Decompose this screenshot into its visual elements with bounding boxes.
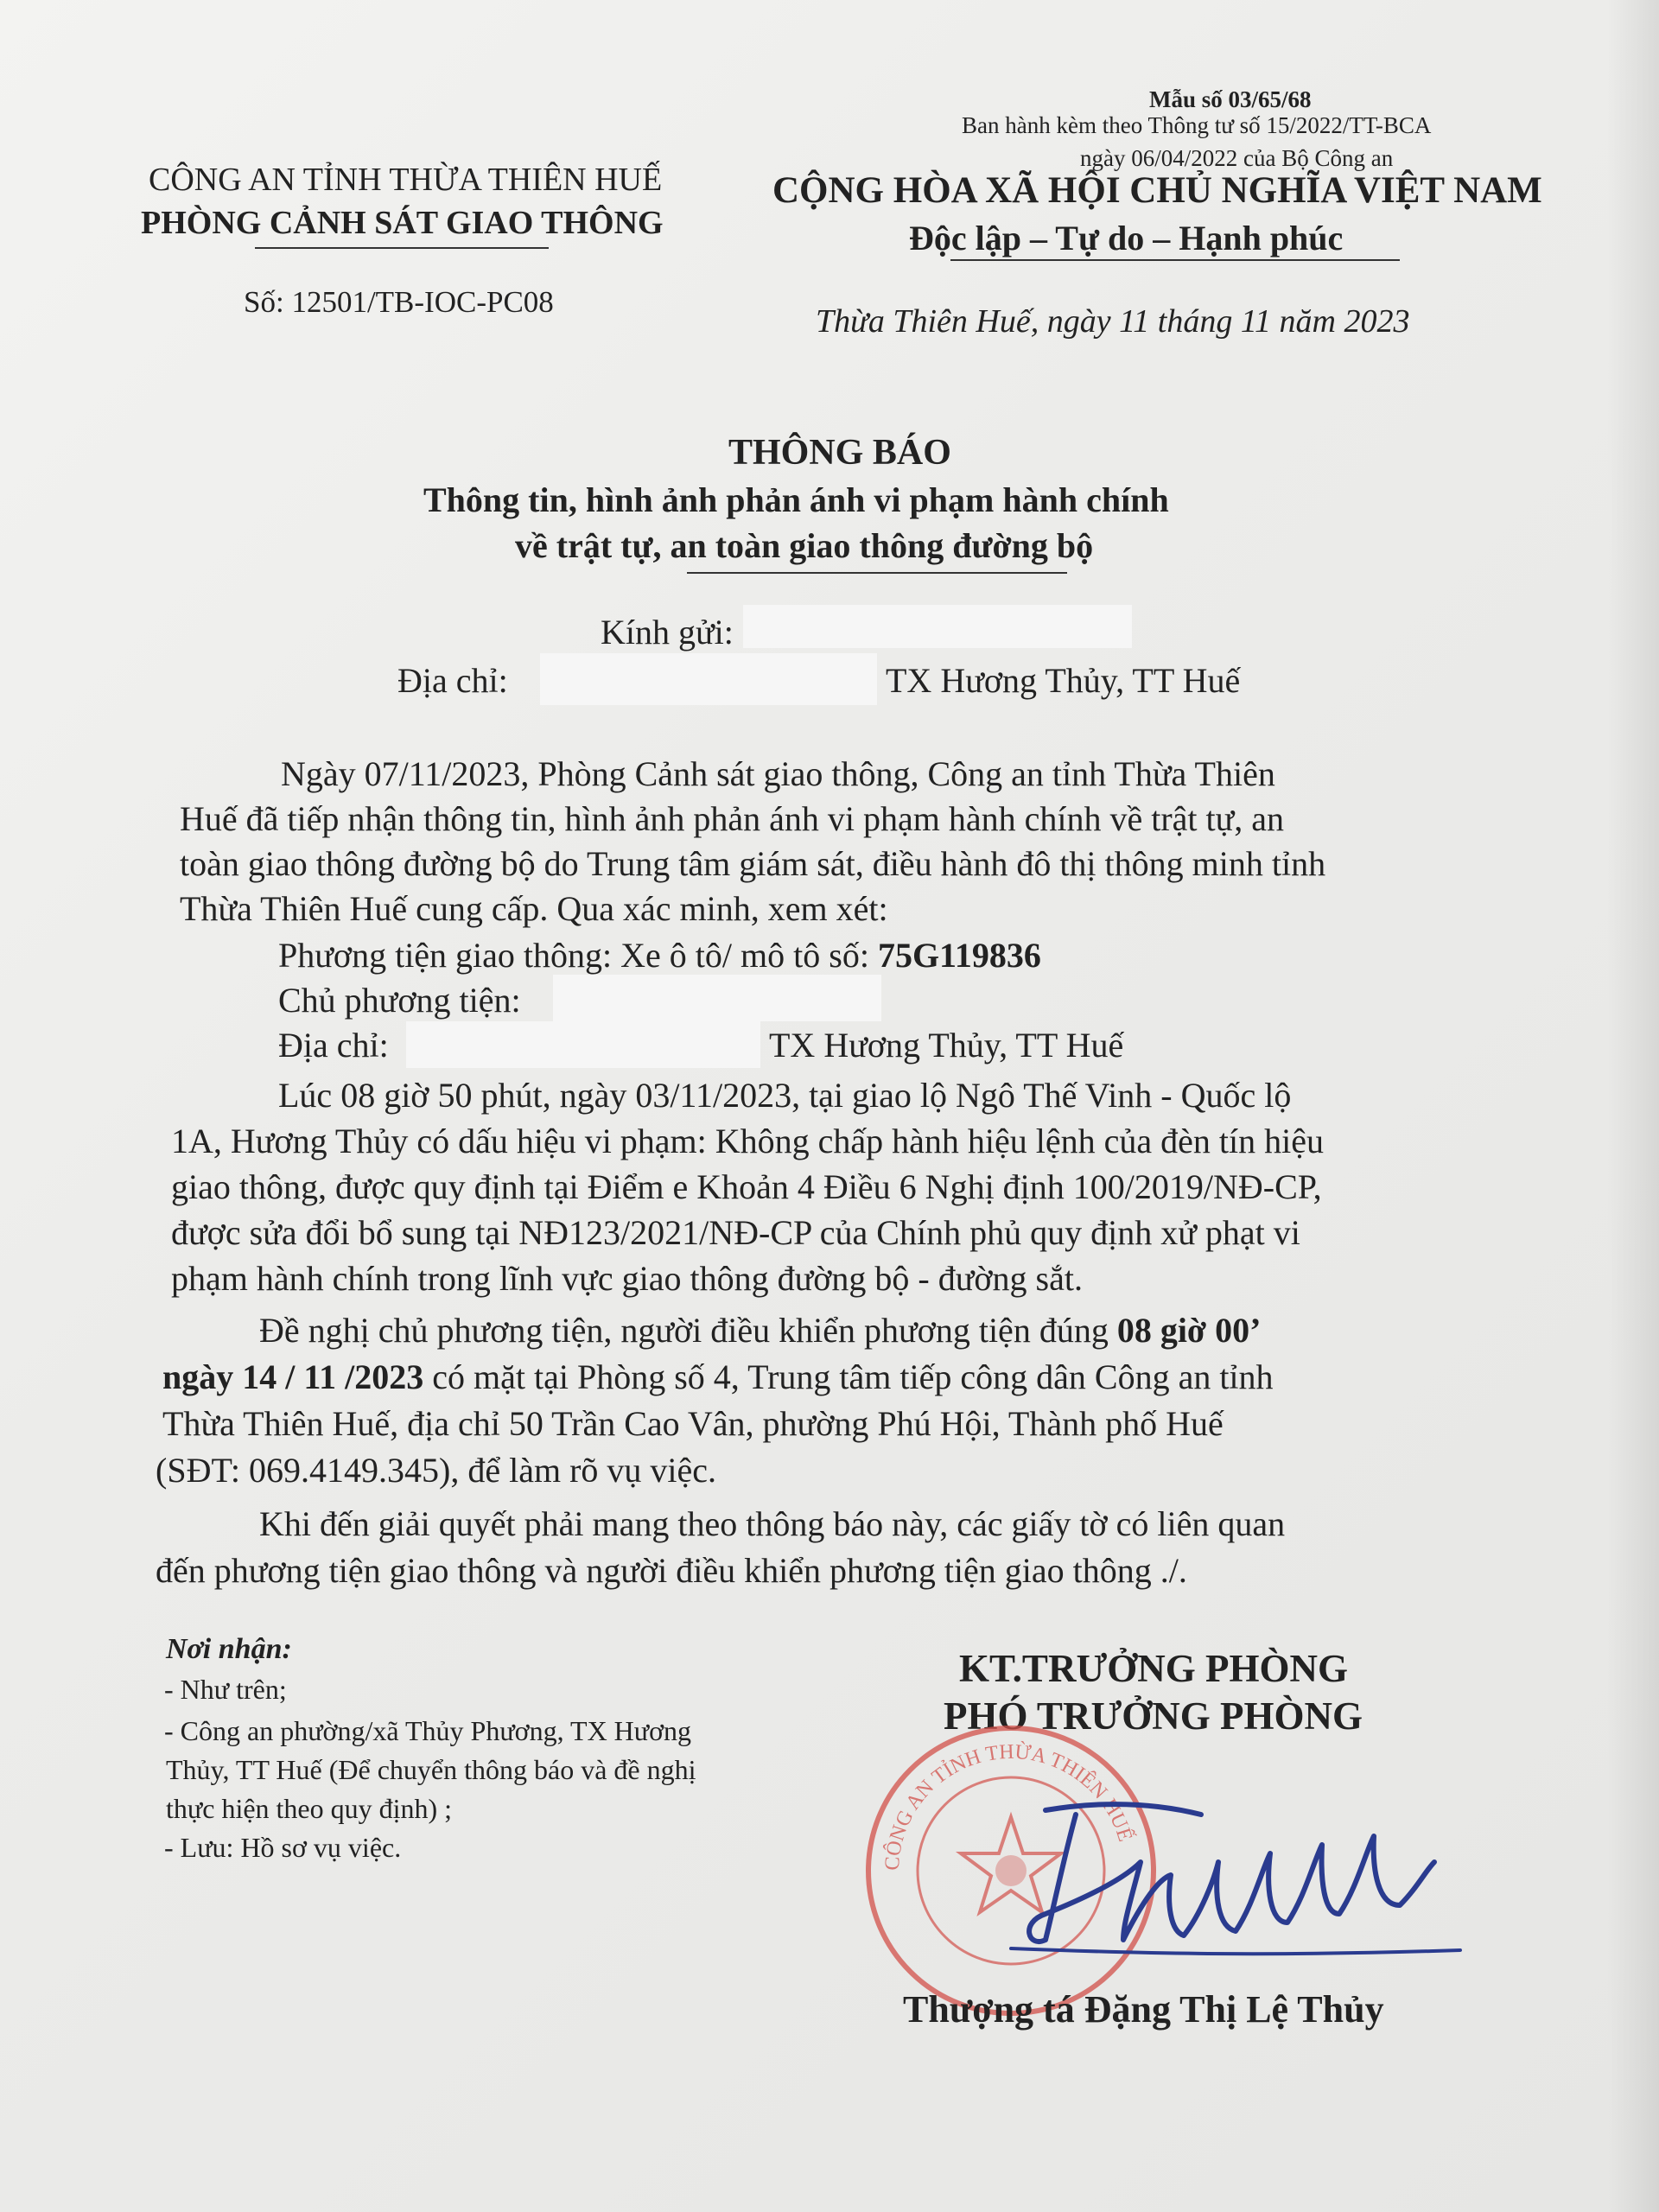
nation-name: CỘNG HÒA XÃ HỘI CHỦ NGHĨA VIỆT NAM <box>772 170 1542 211</box>
para1-line4: Thừa Thiên Huế cung cấp. Qua xác minh, xem xét: <box>180 889 888 928</box>
para3-line1-text: Đề nghị chủ phương tiện, người điều khiển phương tiện đúng <box>259 1311 1117 1350</box>
redaction-box <box>406 1021 760 1068</box>
appointment-time: 08 giờ 00’ <box>1116 1311 1262 1350</box>
place-date: Thừa Thiên Huế, ngày 11 tháng 11 năm 2023 <box>816 303 1410 340</box>
vehicle-label: Phương tiện giao thông: Xe ô tô/ mô tô số: <box>278 936 878 975</box>
owner-label: Chủ phương tiện: <box>278 981 521 1020</box>
department-underline <box>255 247 549 249</box>
page-edge-shadow <box>1607 0 1659 2212</box>
para3-line3: Thừa Thiên Huế, địa chỉ 50 Trần Cao Vân, phường Phú Hội, Thành phố Huế <box>162 1404 1224 1443</box>
para2-line2: 1A, Hương Thủy có dấu hiệu vi phạm: Không chấp hành hiệu lệnh của đèn tín hiệu <box>171 1122 1325 1160</box>
para2-line1: Lúc 08 giờ 50 phút, ngày 03/11/2023, tại giao lộ Ngô Thế Vinh - Quốc lộ <box>278 1076 1292 1115</box>
addressee-label: Kính gửi: <box>601 613 734 652</box>
addressee-address-tail: TX Hương Thủy, TT Huế <box>886 661 1241 700</box>
document-subtitle-2: về trật tự, an toàn giao thông đường bộ <box>515 526 1094 565</box>
vehicle-plate: 75G119836 <box>877 936 1041 975</box>
owner-address-label: Địa chỉ: <box>278 1026 389 1065</box>
owner-address-tail: TX Hương Thủy, TT Huế <box>769 1026 1124 1065</box>
svg-text:CÔNG AN TỈNH THỪA THIÊN HUẾ: CÔNG AN TỈNH THỪA THIÊN HUẾ <box>880 1740 1137 1872</box>
appointment-date: ngày 14 / 11 /2023 <box>162 1357 424 1396</box>
para3-line4: (SĐT: 069.4149.345), để làm rõ vụ việc. <box>156 1451 717 1490</box>
redaction-box <box>540 653 877 705</box>
signature-title-1: KT.TRƯỞNG PHÒNG <box>959 1647 1348 1690</box>
recipient-item: thực hiện theo quy định) ; <box>166 1793 453 1824</box>
form-issued-date: ngày 06/04/2022 của Bộ Công an <box>1080 145 1394 171</box>
redaction-box <box>743 605 1132 648</box>
agency-parent: CÔNG AN TỈNH THỪA THIÊN HUẾ <box>149 162 663 198</box>
form-number: Mẫu số 03/65/68 <box>1149 86 1312 112</box>
agency-department: PHÒNG CẢNH SÁT GIAO THÔNG <box>141 205 664 241</box>
form-issued-with: Ban hành kèm theo Thông tư số 15/2022/TT-BCA <box>962 112 1432 138</box>
nation-motto: Độc lập – Tự do – Hạnh phúc <box>909 219 1344 257</box>
para2-line3: giao thông, được quy định tại Điểm e Khoản 4 Điều 6 Nghị định 100/2019/NĐ-CP, <box>171 1167 1322 1206</box>
document-title: THÔNG BÁO <box>728 433 951 473</box>
vehicle-line <box>278 935 1041 976</box>
document-number: Số: 12501/TB-IOC-PC08 <box>244 285 554 319</box>
para4-line2: đến phương tiện giao thông và người điều khiển phương tiện giao thông ./. <box>156 1551 1187 1590</box>
signature-title-2: PHÓ TRƯỞNG PHÒNG <box>944 1694 1363 1738</box>
para2-line4: được sửa đổi bổ sung tại NĐ123/2021/NĐ-CP của Chính phủ quy định xử phạt vi <box>171 1213 1300 1252</box>
recipient-item: - Lưu: Hồ sơ vụ việc. <box>164 1832 402 1863</box>
para4-line1: Khi đến giải quyết phải mang theo thông báo này, các giấy tờ có liên quan <box>259 1504 1286 1543</box>
document-subtitle-1: Thông tin, hình ảnh phản ánh vi phạm hành chính <box>423 480 1169 519</box>
addressee-address-label: Địa chỉ: <box>397 661 508 700</box>
subtitle-underline <box>687 572 1067 574</box>
recipients-heading: Nơi nhận: <box>166 1633 292 1665</box>
para1-line1: Ngày 07/11/2023, Phòng Cảnh sát giao thông, Công an tỉnh Thừa Thiên <box>281 754 1275 793</box>
para3-line1 <box>259 1310 1261 1351</box>
para3-line2-text: có mặt tại Phòng số 4, Trung tâm tiếp công dân Công an tỉnh <box>423 1357 1274 1396</box>
para1-line2: Huế đã tiếp nhận thông tin, hình ảnh phản ánh vi phạm hành chính về trật tự, an <box>180 799 1285 838</box>
motto-underline <box>950 259 1400 261</box>
handwritten-signature <box>994 1776 1478 1983</box>
para3-line2 <box>162 1357 1274 1397</box>
para2-line5: phạm hành chính trong lĩnh vực giao thông đường bộ - đường sắt. <box>171 1259 1083 1298</box>
redaction-box <box>553 975 881 1021</box>
signer-name: Thượng tá Đặng Thị Lệ Thủy <box>903 1988 1384 2031</box>
recipient-item: - Như trên; <box>164 1674 287 1705</box>
recipient-item: Thủy, TT Huế (Để chuyển thông báo và đề nghị <box>166 1754 696 1785</box>
recipient-item: - Công an phường/xã Thủy Phương, TX Hương <box>164 1715 692 1746</box>
para1-line3: toàn giao thông đường bộ do Trung tâm giám sát, điều hành đô thị thông minh tỉnh <box>180 844 1326 883</box>
